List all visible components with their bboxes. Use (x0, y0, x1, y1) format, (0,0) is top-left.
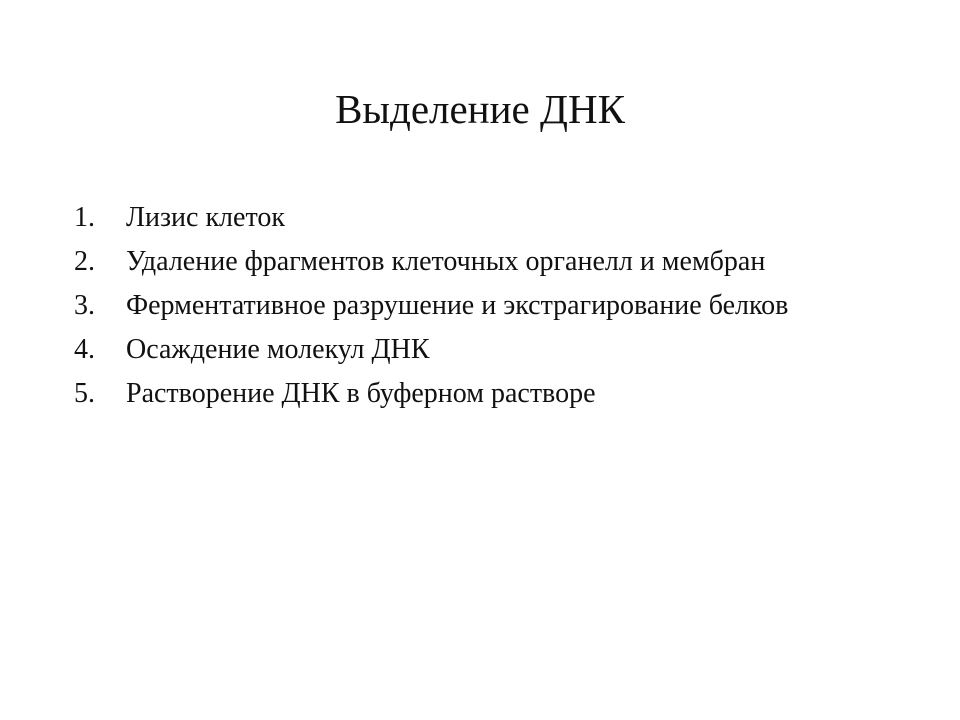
list-item-text: Растворение ДНК в буферном растворе (126, 378, 596, 409)
list-item (74, 240, 934, 284)
slide-title: Выделение ДНК (335, 86, 625, 132)
list-item-text: Удаление фрагментов клеточных органелл и мембран (126, 246, 766, 277)
list-item (74, 328, 934, 372)
list-item-number: 2. (74, 246, 95, 277)
steps-list (74, 196, 934, 416)
list-item (74, 196, 934, 240)
list-item (74, 284, 934, 328)
list-item (74, 372, 934, 416)
list-item-number: 5. (74, 378, 95, 409)
list-item-number: 1. (74, 202, 95, 233)
list-item-text: Осаждение молекул ДНК (126, 334, 430, 365)
list-item-text: Лизис клеток (126, 202, 285, 233)
list-item-number: 4. (74, 334, 95, 365)
list-item-number: 3. (74, 290, 95, 321)
list-item-text: Ферментативное разрушение и экстрагирование белков (126, 290, 789, 321)
